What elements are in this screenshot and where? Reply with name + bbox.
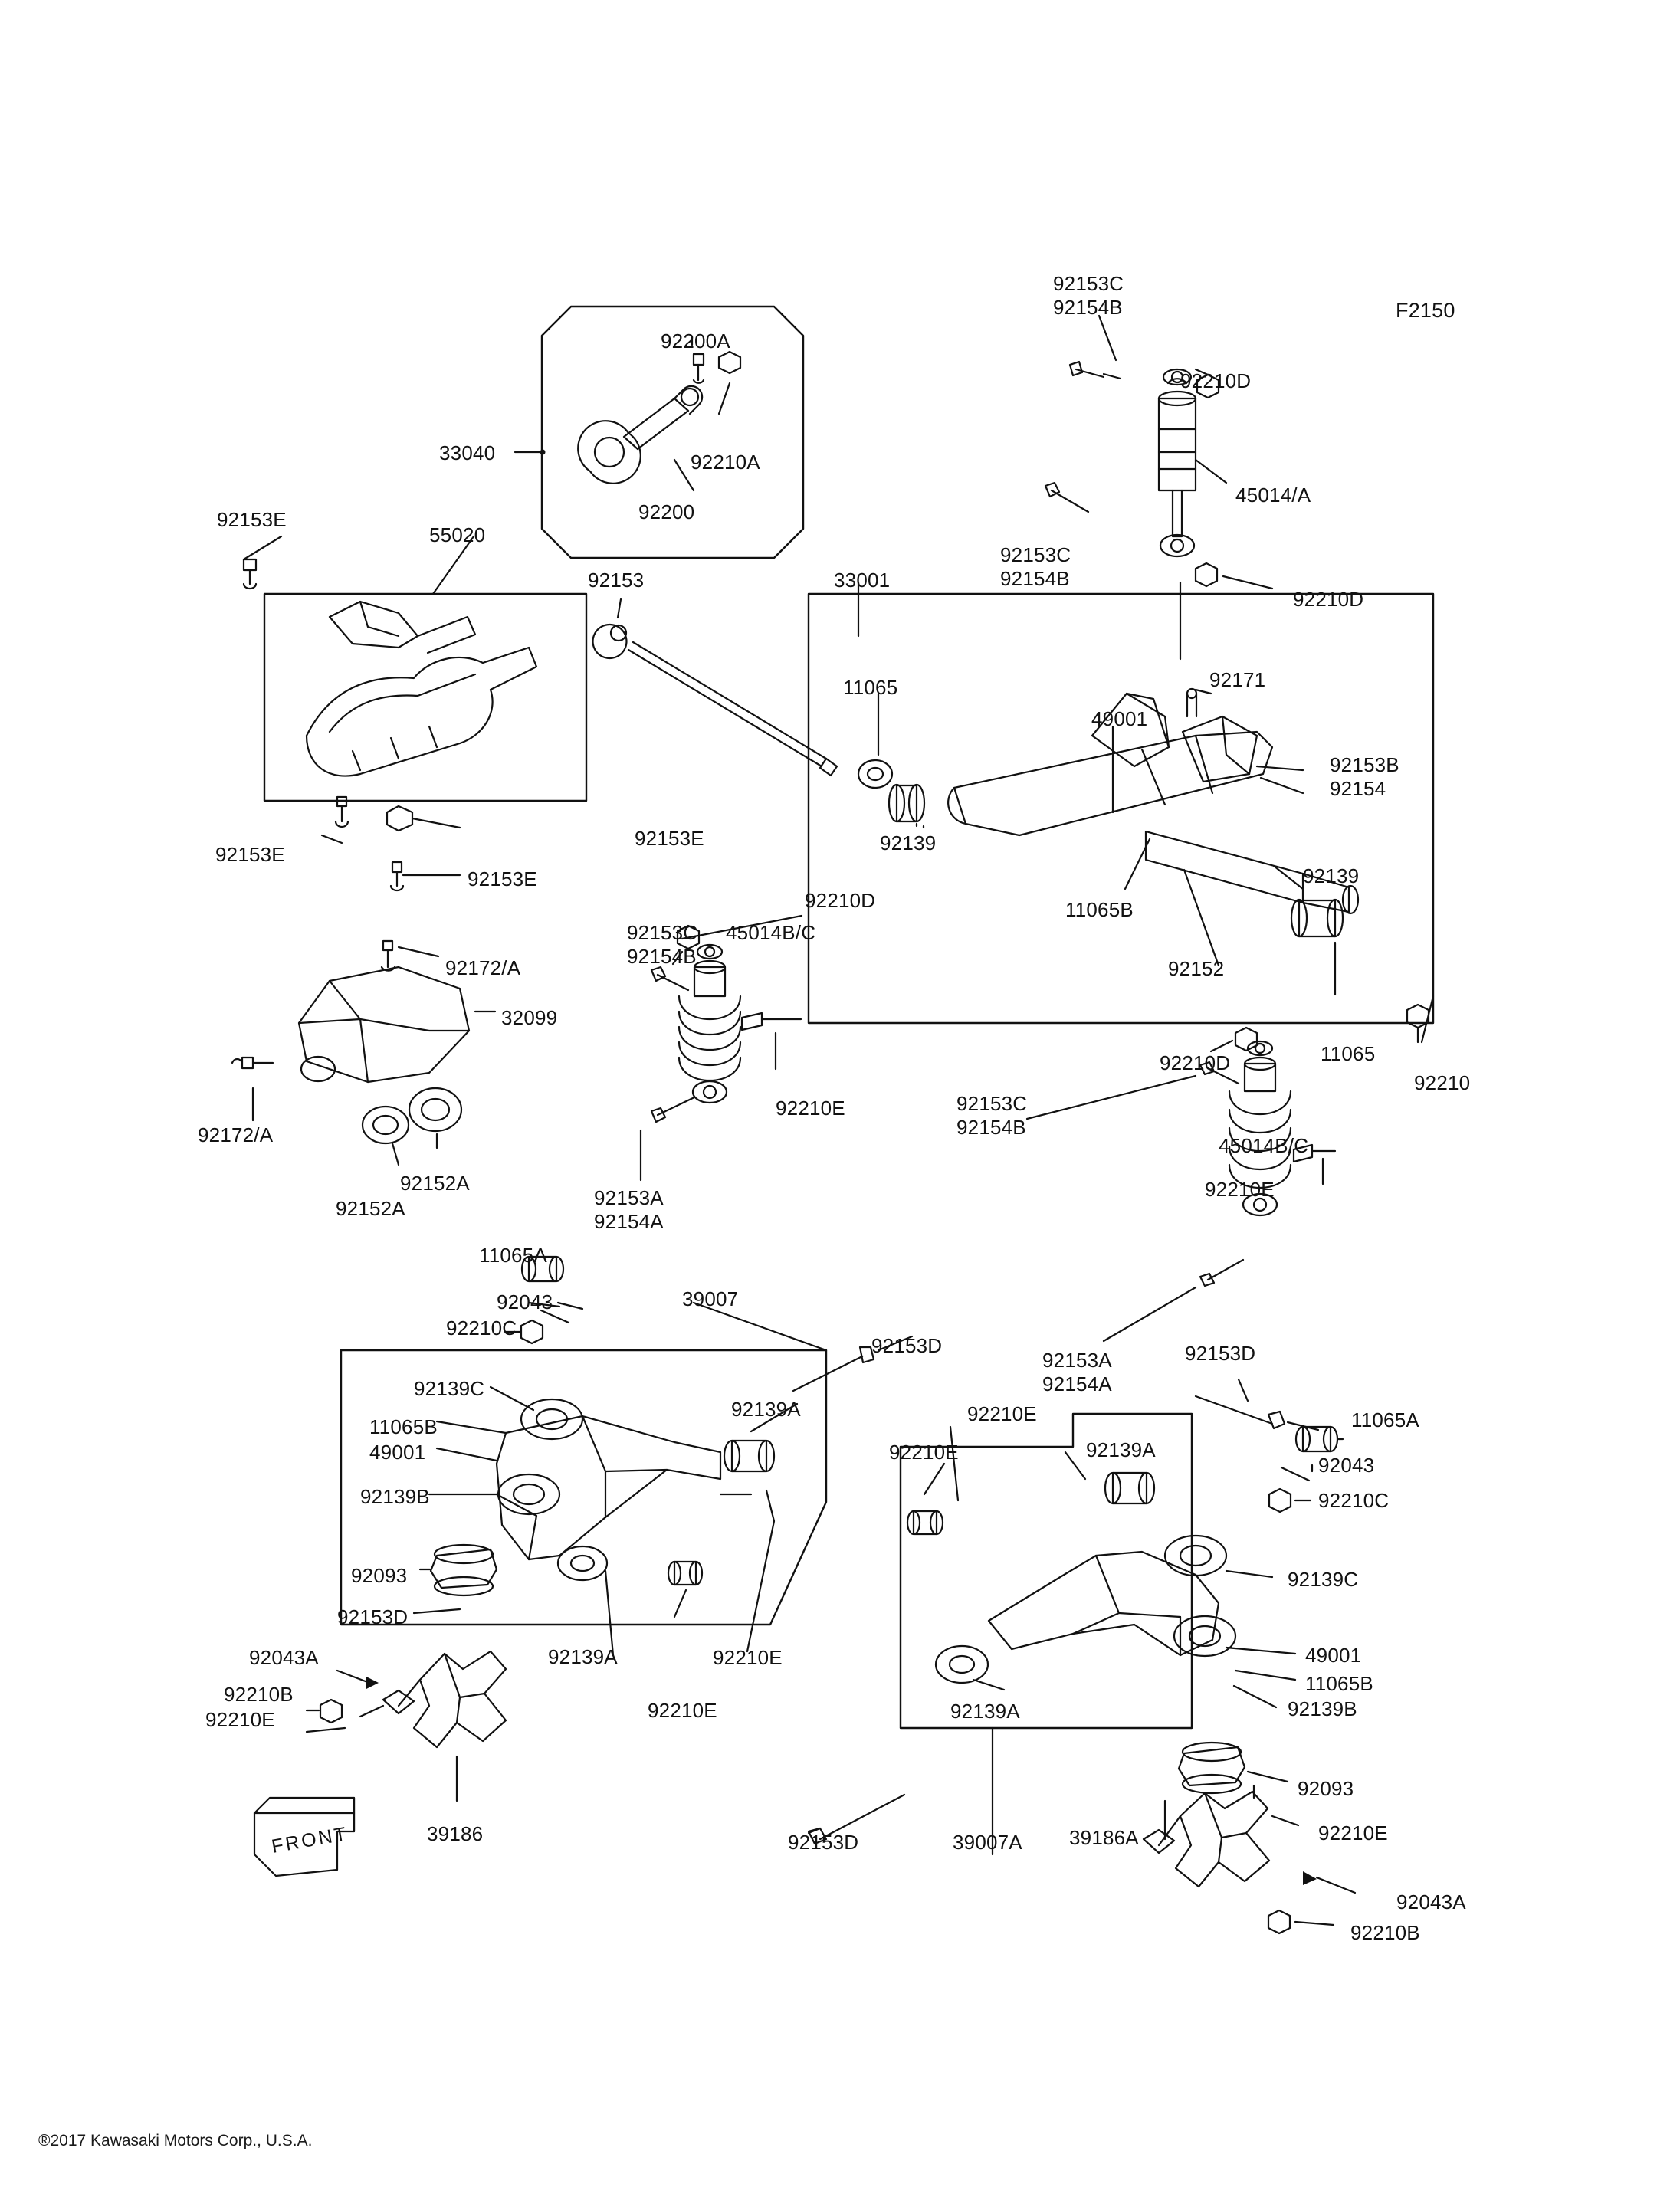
part-label-92210c: 92210C: [446, 1317, 517, 1340]
part-label-92153c: 92153C: [627, 921, 698, 944]
part-label-92210d: 92210D: [1293, 588, 1364, 611]
part-label-92154a: 92154A: [594, 1210, 664, 1233]
part-label-92153e: 92153E: [468, 867, 537, 890]
part-label-92154: 92154: [1330, 777, 1386, 800]
part-label-92153c: 92153C: [956, 1092, 1028, 1115]
part-label-92172-a: 92172/A: [198, 1123, 274, 1146]
part-label-49001: 49001: [369, 1441, 426, 1464]
part-label-92210e: 92210E: [713, 1646, 783, 1669]
part-label-92139b: 92139B: [360, 1485, 430, 1508]
part-label-55020: 55020: [429, 523, 486, 546]
part-label-92152a: 92152A: [336, 1197, 405, 1220]
part-label-92153a: 92153A: [594, 1186, 664, 1209]
part-label-92043: 92043: [497, 1290, 553, 1313]
part-label-92153e: 92153E: [635, 827, 704, 850]
part-label-92210d: 92210D: [805, 889, 876, 912]
part-label-92139c: 92139C: [414, 1377, 485, 1400]
part-label-92093: 92093: [351, 1564, 408, 1587]
part-label-92200a: 92200A: [661, 330, 730, 353]
part-label-11065b: 11065B: [1305, 1672, 1373, 1695]
part-label-92139b: 92139B: [1288, 1697, 1357, 1720]
part-label-11065: 11065: [843, 676, 898, 699]
svg-text:FRONT: FRONT: [270, 1822, 350, 1858]
part-label-92210e: 92210E: [967, 1402, 1037, 1425]
part-label-92200: 92200: [638, 500, 695, 523]
part-label-92139a: 92139A: [1086, 1438, 1156, 1461]
part-label-92210b: 92210B: [1350, 1921, 1420, 1944]
part-label-92139c: 92139C: [1288, 1568, 1359, 1591]
part-label-39007: 39007: [682, 1287, 739, 1310]
part-label-49001: 49001: [1305, 1644, 1362, 1667]
part-label-92153e: 92153E: [217, 508, 287, 531]
part-label-92210c: 92210C: [1318, 1489, 1390, 1512]
part-label-92210e: 92210E: [1318, 1822, 1388, 1844]
part-label-45014b-c: 45014B/C: [726, 921, 816, 944]
part-label-11065a: 11065A: [479, 1244, 547, 1267]
part-label-92153c: 92153C: [1000, 543, 1071, 566]
part-label-92043a: 92043A: [249, 1646, 319, 1669]
copyright-notice: ®2017 Kawasaki Motors Corp., U.S.A.: [38, 2132, 313, 2149]
part-label-92043: 92043: [1318, 1454, 1375, 1477]
part-label-92210e: 92210E: [648, 1699, 717, 1722]
part-label-32099: 32099: [501, 1006, 558, 1029]
part-label-11065b: 11065B: [369, 1415, 438, 1438]
part-label-92210d: 92210D: [1160, 1051, 1231, 1074]
part-label-92210: 92210: [1414, 1071, 1471, 1094]
part-label-92152a: 92152A: [400, 1172, 470, 1195]
part-label-11065a: 11065A: [1351, 1408, 1419, 1431]
part-label-92139a: 92139A: [731, 1398, 801, 1421]
part-label-45014-a: 45014/A: [1235, 484, 1311, 507]
part-label-92171: 92171: [1209, 668, 1266, 691]
part-label-92153b: 92153B: [1330, 753, 1399, 776]
part-label-39186: 39186: [427, 1822, 484, 1845]
part-label-33040: 33040: [439, 441, 496, 464]
part-label-92153e: 92153E: [215, 843, 285, 866]
part-label-49001: 49001: [1091, 707, 1148, 730]
part-label-92154b: 92154B: [627, 945, 697, 968]
part-label-45014b-c: 45014B/C: [1219, 1134, 1309, 1157]
part-label-92153d: 92153D: [871, 1334, 943, 1357]
part-label-92154a: 92154A: [1042, 1372, 1112, 1395]
part-label-92210e: 92210E: [205, 1708, 275, 1731]
part-label-92043a: 92043A: [1396, 1890, 1466, 1913]
part-label-92154b: 92154B: [956, 1116, 1026, 1139]
part-label-92153d: 92153D: [337, 1605, 409, 1628]
part-label-11065b: 11065B: [1065, 898, 1134, 921]
part-label-92139a: 92139A: [548, 1645, 618, 1668]
part-label-92139: 92139: [880, 831, 937, 854]
part-label-92153a: 92153A: [1042, 1349, 1112, 1372]
part-label-92154b: 92154B: [1000, 567, 1070, 590]
part-label-33001: 33001: [834, 569, 891, 592]
part-label-92172-a: 92172/A: [445, 956, 521, 979]
part-label-92152: 92152: [1168, 957, 1225, 980]
part-label-39186a: 39186A: [1069, 1826, 1139, 1849]
part-label-92210e: 92210E: [889, 1441, 959, 1464]
part-label-92210a: 92210A: [691, 451, 760, 474]
part-label-92093: 92093: [1298, 1777, 1354, 1800]
part-label-92139a: 92139A: [950, 1700, 1020, 1723]
part-label-92210e: 92210E: [776, 1097, 845, 1120]
part-label-92139: 92139: [1303, 864, 1360, 887]
part-label-92153c: 92153C: [1053, 272, 1124, 295]
part-label-92210d: 92210D: [1180, 369, 1252, 392]
part-label-92153d: 92153D: [788, 1831, 859, 1854]
part-label-f2150: F2150: [1396, 299, 1455, 322]
part-label-92210e: 92210E: [1205, 1178, 1275, 1201]
part-label-39007a: 39007A: [953, 1831, 1022, 1854]
part-label-92210b: 92210B: [224, 1683, 294, 1706]
part-label-11065: 11065: [1321, 1042, 1376, 1065]
part-label-92153: 92153: [588, 569, 645, 592]
part-label-92153d: 92153D: [1185, 1342, 1256, 1365]
part-label-92154b: 92154B: [1053, 296, 1123, 319]
